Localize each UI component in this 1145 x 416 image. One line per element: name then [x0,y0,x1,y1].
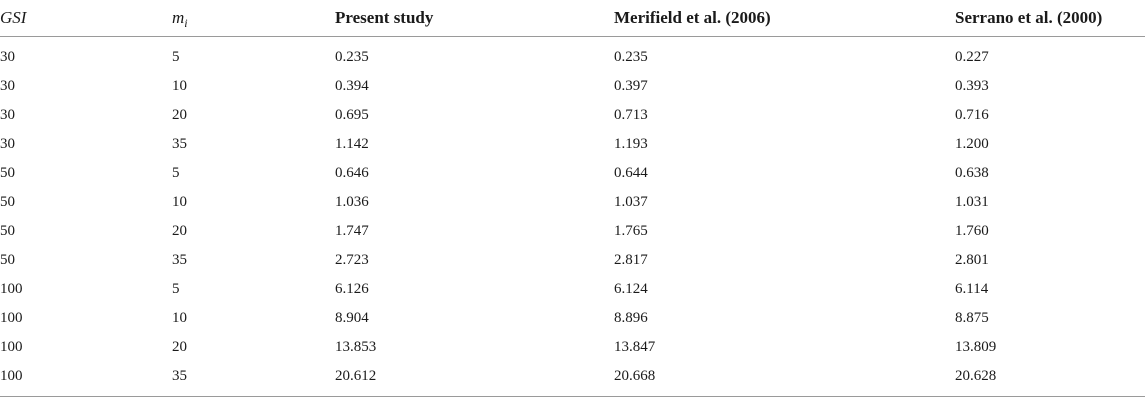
cell-mi: 35 [172,368,187,384]
cell-present-study: 6.126 [335,281,369,297]
cell-present-study: 20.612 [335,368,377,384]
table-row [0,275,1145,304]
cell-merifield: 1.765 [614,223,648,239]
cell-present-study: 0.646 [335,165,369,181]
header-merifield: Merifield et al. (2006) [614,0,955,37]
cell-gsi: 100 [0,339,23,355]
table-row [0,42,1145,72]
cell-merifield: 1.037 [614,194,648,210]
cell-serrano: 1.031 [955,194,989,210]
cell-gsi: 30 [0,107,15,123]
table-row [0,72,1145,101]
cell-merifield: 0.397 [614,78,648,94]
cell-serrano: 0.227 [955,48,989,65]
cell-gsi: 100 [0,368,23,384]
table-row [0,362,1145,391]
header-serrano: Serrano et al. (2000) [955,0,1145,37]
cell-serrano: 2.801 [955,252,989,268]
cell-mi: 20 [172,223,187,239]
header-mi [172,0,335,37]
cell-present-study: 1.036 [335,194,369,210]
cell-mi: 10 [172,310,187,326]
cell-present-study: 13.853 [335,339,377,355]
cell-gsi: 50 [0,252,15,268]
cell-merifield: 0.235 [614,48,648,65]
cell-gsi: 30 [0,48,15,65]
table-row [0,101,1145,130]
cell-mi: 5 [172,165,180,181]
cell-mi: 5 [172,48,180,65]
cell-serrano: 1.760 [955,223,989,239]
cell-merifield: 20.668 [614,368,656,384]
cell-mi: 5 [172,281,180,297]
cell-mi: 10 [172,194,187,210]
cell-merifield: 8.896 [614,310,648,326]
cell-serrano: 0.638 [955,165,989,181]
table-row [0,217,1145,246]
cell-serrano: 6.114 [955,281,989,297]
cell-merifield: 13.847 [614,339,656,355]
cell-serrano: 13.809 [955,339,997,355]
cell-merifield: 0.713 [614,107,648,123]
cell-gsi: 50 [0,223,15,239]
table-row [0,130,1145,159]
cell-merifield: 1.193 [614,136,648,152]
table-row [0,333,1145,362]
cell-gsi: 30 [0,78,15,94]
cell-present-study: 0.394 [335,78,369,94]
table-row [0,246,1145,275]
cell-serrano: 0.716 [955,107,989,123]
cell-serrano: 8.875 [955,310,989,326]
cell-mi: 20 [172,339,187,355]
cell-present-study: 0.235 [335,48,369,65]
cell-serrano: 0.393 [955,78,989,94]
table-body [0,42,1145,391]
cell-gsi: 50 [0,194,15,210]
cell-gsi: 50 [0,165,15,181]
cell-merifield: 6.124 [614,281,648,297]
header-mi-subscript: i [184,16,188,30]
cell-gsi: 30 [0,136,15,152]
table-header [0,0,1145,42]
table-row [0,188,1145,217]
cell-mi: 10 [172,78,187,94]
table-row [0,304,1145,333]
header-mi-symbol: m [172,8,185,27]
table-row [0,159,1145,188]
cell-mi: 35 [172,252,187,268]
cell-present-study: 1.747 [335,223,369,239]
header-present-study: Present study [335,0,614,37]
header-gsi: GSI [0,0,172,37]
cell-serrano: 20.628 [955,368,997,384]
cell-present-study: 1.142 [335,136,369,152]
cell-present-study: 2.723 [335,252,369,268]
cell-mi: 20 [172,107,187,123]
cell-serrano: 1.200 [955,136,989,152]
cell-present-study: 8.904 [335,310,369,326]
cell-gsi: 100 [0,310,23,326]
cell-gsi: 100 [0,281,23,297]
cell-mi: 35 [172,136,187,152]
table-bottom-rule [0,391,1145,397]
cell-merifield: 0.644 [614,165,648,181]
cell-present-study: 0.695 [335,107,369,123]
cell-merifield: 2.817 [614,252,648,268]
